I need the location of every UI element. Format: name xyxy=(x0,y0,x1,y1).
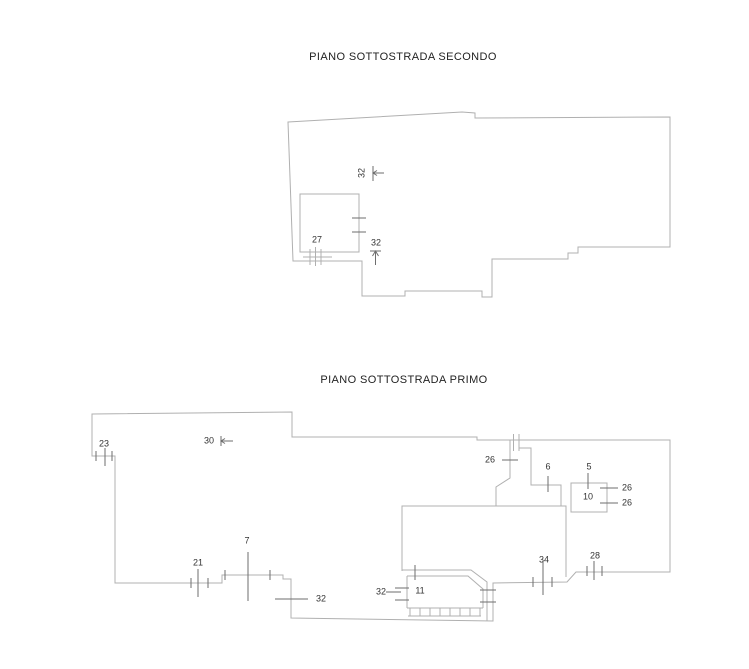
primo-dim-28 xyxy=(587,561,602,580)
primo-dim-23 xyxy=(96,448,112,466)
plan-title-primo: PIANO SOTTOSTRADA PRIMO xyxy=(320,374,488,386)
plan-label: 11 xyxy=(415,585,425,596)
plan-label: 32 xyxy=(315,593,327,604)
primo-corridor-left-wall xyxy=(496,440,510,506)
plan-label: 32 xyxy=(375,586,387,597)
primo-entry-door-ticks xyxy=(514,434,520,451)
primo-stair-wall-ticks xyxy=(395,565,496,602)
primo-dim-7 xyxy=(225,552,270,601)
primo-stair-treads xyxy=(408,608,481,616)
primo-corridor-right-wall xyxy=(519,440,561,506)
plan-label: 26 xyxy=(621,482,633,493)
secondo-door-hatch xyxy=(303,247,332,266)
plan-label: 32 xyxy=(370,237,382,248)
secondo-dim-32-bottom xyxy=(370,251,381,265)
plan-label: 23 xyxy=(98,438,110,449)
plan-label: 6 xyxy=(545,461,551,472)
plan-label: 5 xyxy=(586,461,592,472)
secondo-outline xyxy=(288,112,670,297)
secondo-room-27 xyxy=(300,194,359,252)
plan-label: 26 xyxy=(484,454,496,465)
primo-dim-30 xyxy=(221,436,233,446)
plan-label: 32 xyxy=(356,167,367,179)
plan-label: 21 xyxy=(192,557,204,568)
plan-label: 10 xyxy=(582,491,594,502)
floor-plan-secondo xyxy=(288,112,670,297)
plan-label: 34 xyxy=(538,554,550,565)
plan-title-secondo: PIANO SOTTOSTRADA SECONDO xyxy=(309,51,497,63)
plan-label: 26 xyxy=(621,497,633,508)
secondo-dim-32-top xyxy=(373,166,384,181)
primo-main-room xyxy=(402,506,566,577)
plan-label: 27 xyxy=(311,234,323,245)
plan-label: 28 xyxy=(589,550,601,561)
plan-label: 30 xyxy=(203,435,215,446)
plan-label: 7 xyxy=(244,535,250,546)
primo-dim-34 xyxy=(533,561,552,595)
